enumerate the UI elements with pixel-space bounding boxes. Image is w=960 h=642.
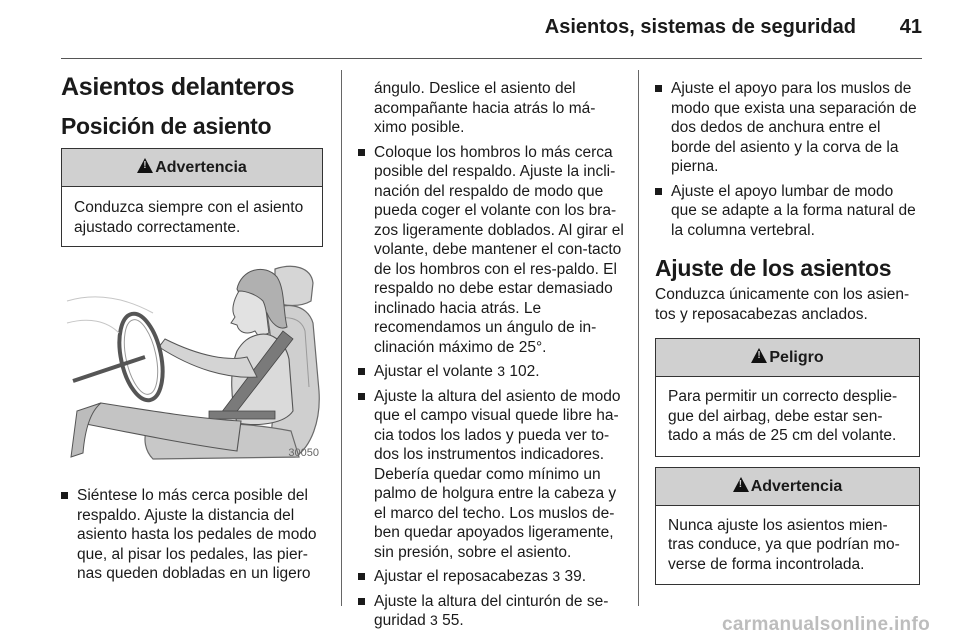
list-item: Ajuste la altura del asiento de modo que el campo visual quede libre ha-cia todos los lados y pueda ver to-dos los instrumentos indicadores. Debería quedar como mínimo un palmo de holgura entre la cabeza y el marco del techo. Los muslos de-ben quedar apoyados ligeramente, sin presión, sobre el asiento. — [358, 387, 624, 563]
warning-triangle-icon — [751, 348, 767, 363]
page-reference-icon[interactable]: 3 — [497, 363, 506, 379]
bullet-list — [61, 486, 323, 584]
list-item: Ajuste el apoyo lumbar de modo que se adapte a la forma natural de la columna vertebral. — [655, 182, 920, 241]
page-reference[interactable]: 102. — [509, 363, 540, 380]
column-1 — [61, 72, 323, 589]
column-divider — [341, 70, 342, 606]
continued-paragraph: ángulo. Deslice el asiento del acompañante hacia atrás lo má-ximo posible. — [374, 80, 596, 136]
warning-box — [655, 467, 920, 586]
list-item: Coloque los hombros lo más cerca posible del respaldo. Ajuste la incli-nación del respaldo de modo que pueda coger el volante con los bra-zos ligeramente doblados. Al girar el volante, debe mantener el con-tacto de los hombros con el res-paldo. El respaldo no debe estar demasiado inclinado hacia atrás. Le recomendamos un ángulo de in-clinación máximo de 25°. — [358, 143, 624, 358]
watermark: carmanualsonline.info — [722, 614, 930, 635]
subsection-heading: Ajuste de los asientos — [655, 255, 892, 281]
list-item-text: Ajustar el reposacabezas — [374, 568, 549, 585]
list-item-text: Ajustar el volante — [374, 363, 493, 380]
page-reference[interactable]: 55. — [442, 612, 464, 629]
list-item: Siéntese lo más cerca posible del respaldo. Ajuste la distancia del asiento hasta los pedales de modo que, al pisar los pedales, las pier-nas queden dobladas en un ligero — [61, 486, 323, 584]
intro-paragraph: Conduzca únicamente con los asien-tos y reposacabezas anclados. — [655, 286, 910, 323]
column-divider — [638, 70, 639, 606]
list-item — [358, 567, 624, 587]
figure-number: 30050 — [288, 446, 319, 459]
list-item — [358, 592, 624, 631]
warning-box-body: Conduzca siempre con el asiento ajustado correctamente. — [74, 199, 304, 236]
list-item-text: Ajuste la altura del cinturón de se-guridad — [374, 592, 609, 629]
list-item: Ajuste el apoyo para los muslos de modo que exista una separación de dos dedos de anchura entre el borde del asiento y la corva de la pierna. — [655, 79, 920, 177]
bullet-list — [358, 143, 624, 631]
warning-box-title: Advertencia — [155, 159, 247, 176]
page-reference[interactable]: 39. — [564, 568, 587, 585]
danger-box-title: Peligro — [769, 349, 824, 366]
page-reference-icon[interactable]: 3 — [430, 612, 438, 628]
bullet-list — [655, 79, 920, 240]
list-item — [358, 362, 624, 382]
warning-triangle-icon — [733, 477, 749, 492]
column-2 — [358, 79, 624, 636]
subsection-heading: Posición de asiento — [61, 113, 272, 139]
page-reference-icon[interactable]: 3 — [552, 568, 561, 584]
danger-box — [655, 338, 920, 457]
page-number: 41 — [899, 16, 922, 38]
warning-box-header — [62, 149, 322, 187]
running-header-title: Asientos, sistemas de seguridad — [544, 16, 856, 38]
warning-triangle-icon — [137, 158, 153, 173]
warning-box-header — [656, 468, 919, 506]
warning-box-title: Advertencia — [750, 477, 843, 495]
danger-box-header — [656, 339, 919, 377]
column-3 — [655, 79, 920, 585]
danger-box-body: Para permitir un correcto desplie-gue del airbag, debe estar sen-tado a más de 25 cm del volante. — [668, 388, 898, 444]
seating-position-illustration — [61, 261, 323, 467]
warning-box — [61, 148, 323, 247]
driver-seat-illustration — [61, 261, 323, 467]
header-rule — [61, 58, 922, 59]
warning-box-body: Nunca ajuste los asientos mien-tras conduce, ya que podrían mo-verse de forma incontrolada. — [668, 516, 900, 573]
section-heading: Asientos delanteros — [61, 73, 295, 101]
